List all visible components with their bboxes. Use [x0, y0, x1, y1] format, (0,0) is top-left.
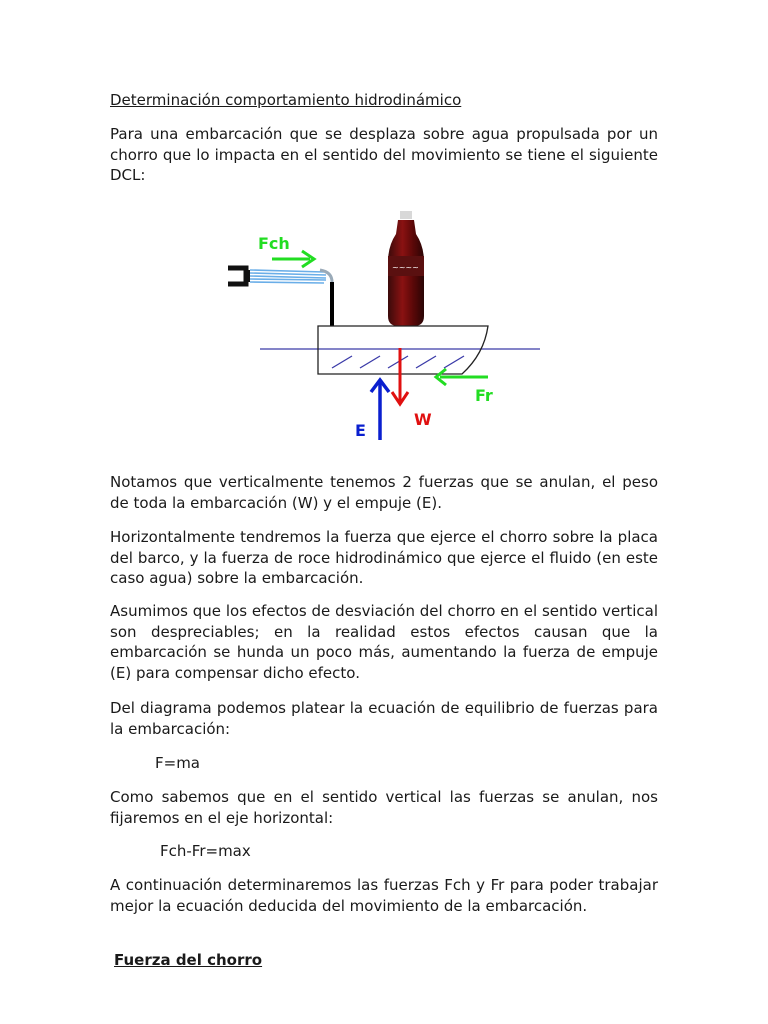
paragraph-horizontal-forces: Horizontalmente tendremos la fuerza que ejerce el chorro sobre la placa del barco, y la fuerza de roce hidrodinámico que ejerce el fluido (en este caso agua) sobre la embarcación.: [110, 528, 658, 587]
paragraph-horizontal-axis: Como sabemos que en el sentido vertical las fuerzas se anulan, nos fijaremos en el eje horizontal:: [110, 788, 658, 827]
bottle-icon: [388, 211, 424, 326]
free-body-diagram: [220, 206, 550, 446]
paragraph-equilibrium: Del diagrama podemos platear la ecuación de equilibrio de fuerzas para la embarcación:: [110, 699, 658, 738]
w-label: W: [414, 410, 432, 429]
nozzle-icon: [228, 268, 250, 284]
fr-label: Fr: [475, 386, 493, 405]
w-arrow: [392, 348, 408, 404]
fch-arrow: [272, 251, 314, 267]
paragraph-next-steps: A continuación determinaremos las fuerzas Fch y Fr para poder trabajar mejor la ecuación deducida del movimiento de la embarcación.: [110, 876, 658, 915]
paragraph-vertical-forces: Notamos que verticalmente tenemos 2 fuerzas que se anulan, el peso de toda la embarcación (W) y el empuje (E).: [110, 473, 658, 512]
svg-text:~~~~: ~~~~: [392, 263, 419, 272]
paragraph-assumptions: Asumimos que los efectos de desviación del chorro en el sentido vertical son despreciables; en la realidad estos efectos causan que la embarcación se hunda un poco más, aumentando la fuerza de empuje (E) para compensar dicho efecto.: [110, 602, 658, 682]
section-heading: Fuerza del chorro: [114, 951, 263, 969]
e-label: E: [355, 421, 366, 440]
fch-label: Fch: [258, 234, 290, 253]
e-arrow: [371, 380, 389, 440]
water-jet: [250, 270, 332, 283]
fr-arrow: [436, 369, 488, 385]
equation-newton: F=ma: [155, 754, 200, 772]
document-title: Determinación comportamiento hidrodinámico: [110, 91, 462, 109]
equation-horizontal: Fch-Fr=max: [160, 842, 251, 860]
boat-hull: [318, 326, 488, 374]
intro-paragraph: Para una embarcación que se desplaza sobre agua propulsada por un chorro que lo impacta en el sentido del movimiento se tiene el siguiente DCL:: [110, 125, 658, 184]
